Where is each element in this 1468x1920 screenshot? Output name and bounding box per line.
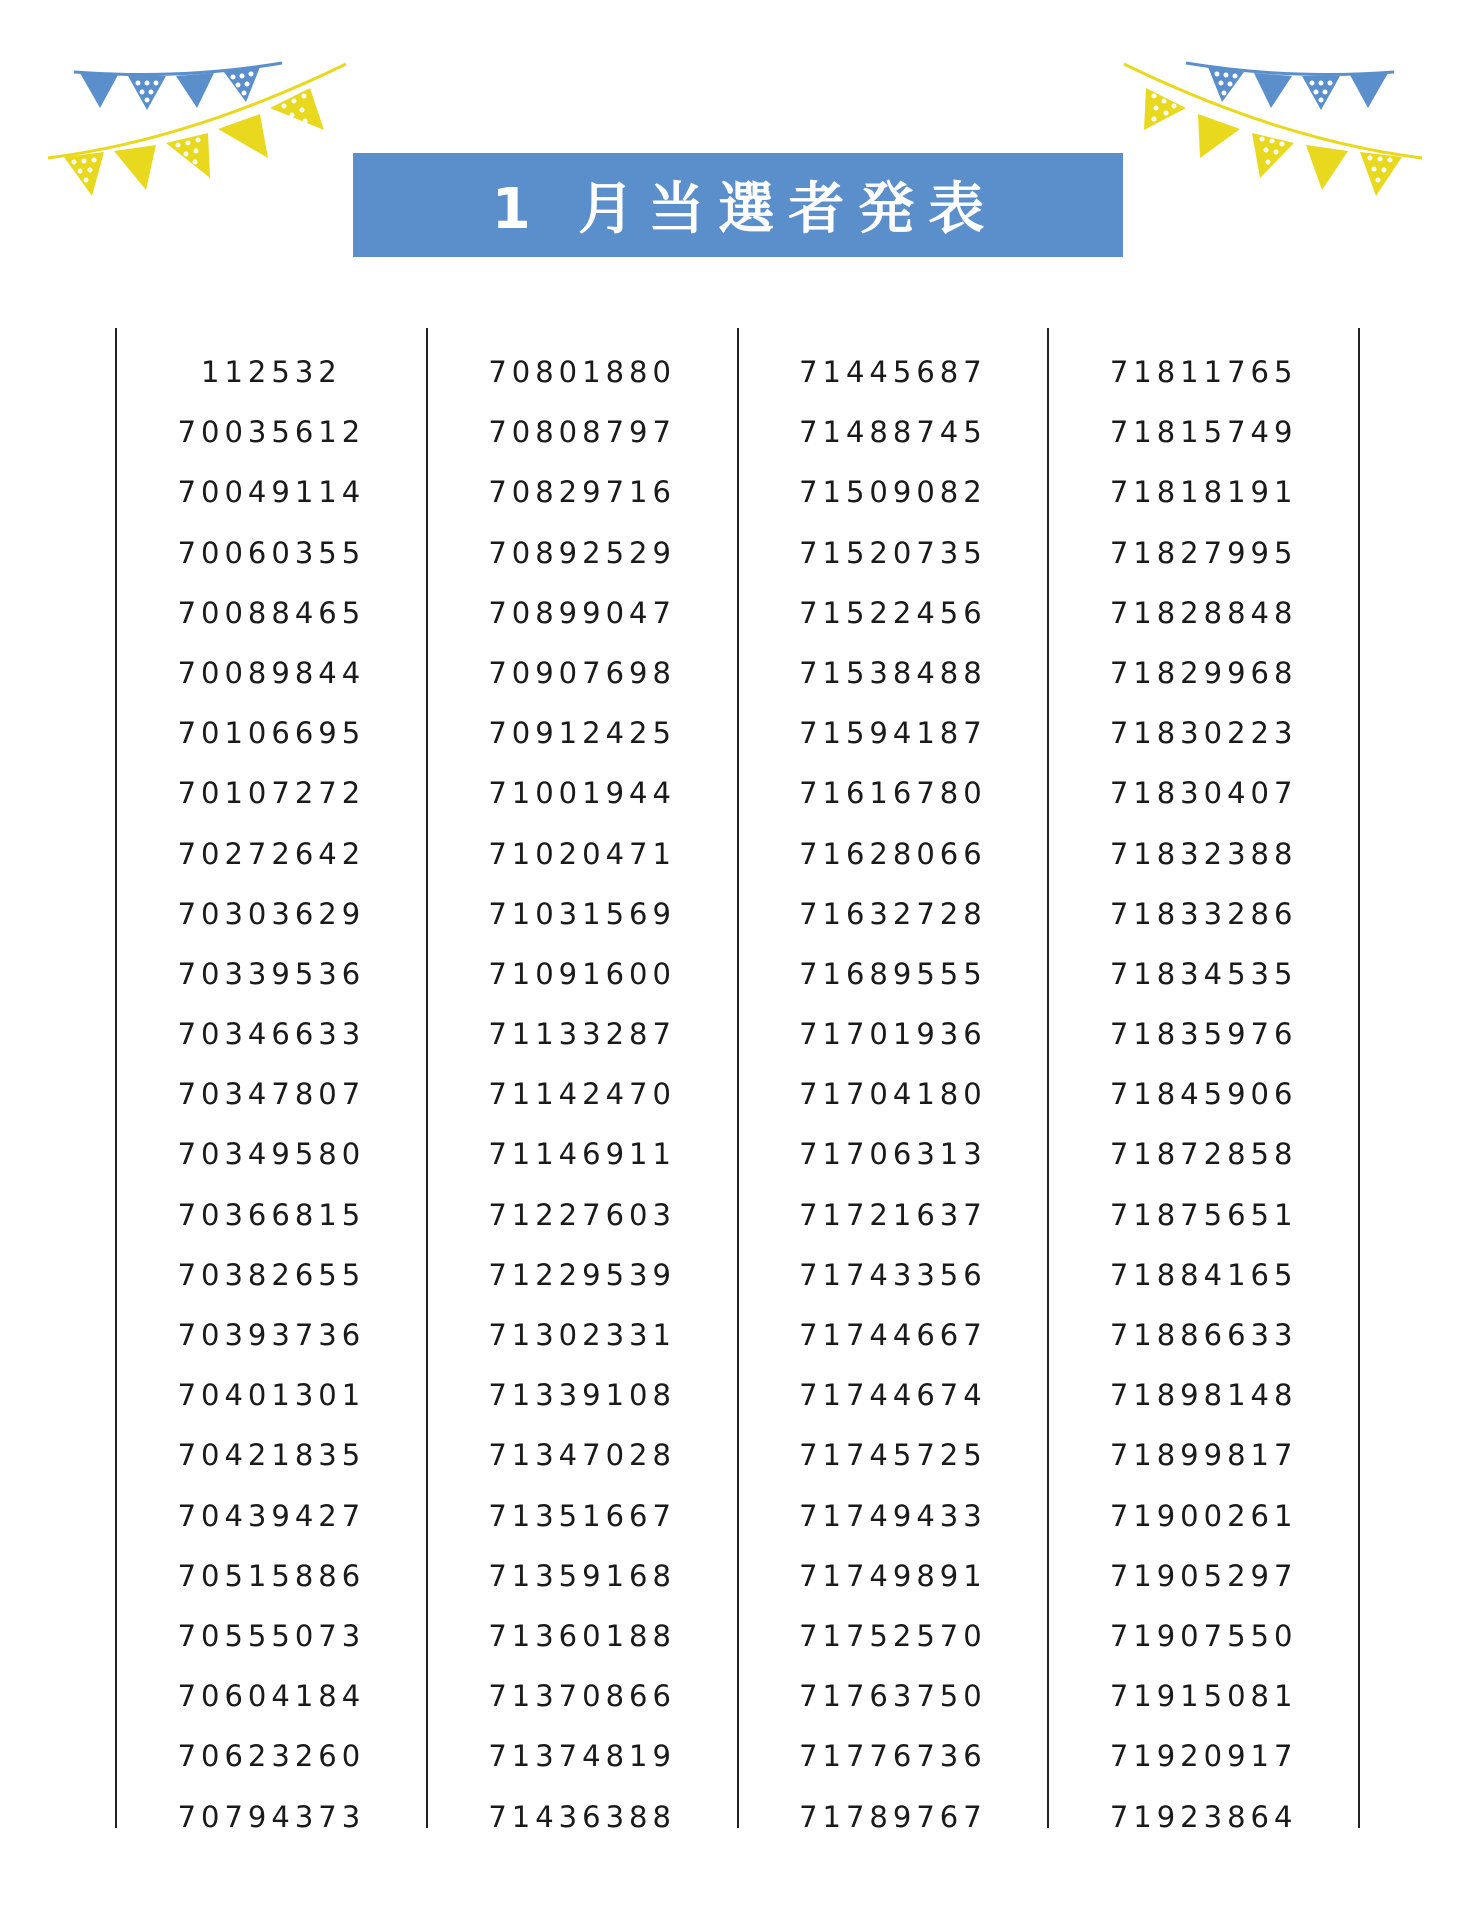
winner-number: 71789767 bbox=[799, 1799, 987, 1834]
winner-number: 71351667 bbox=[488, 1498, 676, 1533]
winner-number: 71899817 bbox=[1109, 1438, 1298, 1473]
winner-number: 71370866 bbox=[488, 1679, 676, 1714]
number-column bbox=[739, 328, 1048, 1834]
winner-number: 70439427 bbox=[177, 1498, 366, 1533]
winner-number: 71436388 bbox=[488, 1799, 676, 1834]
winner-number: 70346633 bbox=[177, 1017, 366, 1052]
winner-number: 71776736 bbox=[799, 1739, 987, 1774]
winner-number: 71374819 bbox=[488, 1739, 676, 1774]
winner-number: 71923864 bbox=[1109, 1799, 1298, 1834]
winner-number: 71829968 bbox=[1109, 655, 1298, 690]
winner-number: 71520735 bbox=[799, 535, 987, 570]
bunting-right-decoration bbox=[1110, 0, 1430, 230]
number-column bbox=[428, 328, 737, 1834]
winner-number: 70892529 bbox=[488, 535, 676, 570]
winner-number: 71522456 bbox=[799, 595, 987, 630]
winner-number: 71689555 bbox=[799, 956, 987, 991]
winner-number: 70899047 bbox=[488, 595, 676, 630]
winner-number: 70089844 bbox=[177, 655, 366, 690]
page-title: 1 月当選者発表 bbox=[491, 177, 999, 242]
winner-number: 70907698 bbox=[488, 655, 676, 690]
winner-number: 70808797 bbox=[488, 415, 676, 450]
winner-number: 71594187 bbox=[799, 716, 987, 751]
winner-number: 70382655 bbox=[177, 1257, 366, 1292]
winner-number: 71001944 bbox=[488, 776, 676, 811]
winner-number: 70515886 bbox=[177, 1558, 366, 1593]
winner-number: 70912425 bbox=[488, 716, 676, 751]
winner-number: 71828848 bbox=[1109, 595, 1298, 630]
winner-number-grid bbox=[115, 328, 1360, 1834]
winner-number: 71872858 bbox=[1109, 1137, 1298, 1172]
winner-number: 70401301 bbox=[177, 1378, 366, 1413]
winner-number: 71845906 bbox=[1109, 1077, 1298, 1112]
winner-number: 71875651 bbox=[1109, 1197, 1298, 1232]
winner-number: 112532 bbox=[201, 355, 342, 389]
winner-number: 71146911 bbox=[488, 1137, 676, 1172]
winner-number: 70339536 bbox=[177, 956, 366, 991]
winner-number: 70801880 bbox=[488, 355, 676, 389]
winner-number: 70107272 bbox=[177, 776, 366, 811]
winner-number: 71227603 bbox=[488, 1197, 676, 1232]
winner-number: 71745725 bbox=[799, 1438, 987, 1473]
winner-number: 71091600 bbox=[488, 956, 676, 991]
winner-number: 71359168 bbox=[488, 1558, 676, 1593]
winner-number: 70421835 bbox=[177, 1438, 366, 1473]
winner-number: 71827995 bbox=[1109, 535, 1298, 570]
winner-number: 71628066 bbox=[799, 836, 987, 871]
winner-number: 71818191 bbox=[1109, 475, 1298, 510]
winner-number: 70604184 bbox=[177, 1679, 366, 1714]
number-column bbox=[117, 328, 426, 1834]
winner-number: 71835976 bbox=[1109, 1017, 1298, 1052]
winner-number: 70794373 bbox=[177, 1799, 366, 1834]
winner-number: 70049114 bbox=[177, 475, 366, 510]
winner-number: 71834535 bbox=[1109, 956, 1298, 991]
winner-number: 71704180 bbox=[799, 1077, 987, 1112]
winner-number: 71020471 bbox=[488, 836, 676, 871]
winner-number: 71744674 bbox=[799, 1378, 987, 1413]
winner-number: 71744667 bbox=[799, 1318, 987, 1352]
winner-number: 70272642 bbox=[177, 836, 366, 871]
winner-number: 71347028 bbox=[488, 1438, 676, 1473]
winner-number: 70555073 bbox=[177, 1618, 366, 1653]
winner-number: 71616780 bbox=[799, 776, 987, 811]
winner-number: 70088465 bbox=[177, 595, 366, 630]
winner-number: 71538488 bbox=[799, 655, 987, 690]
winner-number: 70106695 bbox=[177, 716, 366, 751]
winner-number: 71360188 bbox=[488, 1618, 676, 1653]
winner-number: 71832388 bbox=[1109, 836, 1298, 871]
winner-number: 70366815 bbox=[177, 1197, 366, 1232]
winner-number: 71920917 bbox=[1109, 1739, 1298, 1774]
winner-number: 71884165 bbox=[1109, 1257, 1298, 1292]
winner-number: 71445687 bbox=[799, 355, 987, 389]
winner-number: 71509082 bbox=[799, 475, 987, 510]
winner-number: 71886633 bbox=[1109, 1318, 1298, 1352]
winner-number: 71229539 bbox=[488, 1257, 676, 1292]
winner-number: 71830407 bbox=[1109, 776, 1298, 811]
winner-number: 71811765 bbox=[1109, 355, 1298, 389]
winner-number: 70393736 bbox=[177, 1318, 366, 1352]
winner-number: 71905297 bbox=[1109, 1558, 1298, 1593]
title-banner bbox=[353, 153, 1123, 257]
winner-number: 71763750 bbox=[799, 1679, 987, 1714]
winner-number: 71749891 bbox=[799, 1558, 987, 1593]
winner-number: 71907550 bbox=[1109, 1618, 1298, 1653]
winner-number: 71339108 bbox=[488, 1378, 676, 1413]
winner-number: 71900261 bbox=[1109, 1498, 1298, 1533]
winner-number: 70829716 bbox=[488, 475, 676, 510]
winner-number: 71898148 bbox=[1109, 1378, 1298, 1413]
winner-number: 70347807 bbox=[177, 1077, 366, 1112]
winner-number: 71133287 bbox=[488, 1017, 676, 1052]
winner-number: 71721637 bbox=[799, 1197, 987, 1232]
number-column bbox=[1049, 328, 1358, 1834]
winner-number: 70623260 bbox=[177, 1739, 366, 1774]
winner-number: 71815749 bbox=[1109, 415, 1298, 450]
winner-number: 71302331 bbox=[488, 1318, 676, 1352]
winner-number: 71142470 bbox=[488, 1077, 676, 1112]
winner-number: 70349580 bbox=[177, 1137, 366, 1172]
winner-number: 70303629 bbox=[177, 896, 366, 931]
winner-number: 71749433 bbox=[799, 1498, 987, 1533]
winner-number: 71706313 bbox=[799, 1137, 987, 1172]
winner-number: 71830223 bbox=[1109, 716, 1298, 751]
winner-number: 71833286 bbox=[1109, 896, 1298, 931]
column-divider bbox=[1358, 328, 1360, 1828]
winner-number: 71743356 bbox=[799, 1257, 987, 1292]
winner-number: 71632728 bbox=[799, 896, 987, 931]
winner-number: 70035612 bbox=[177, 415, 366, 450]
winner-number: 71701936 bbox=[799, 1017, 987, 1052]
winner-number: 71915081 bbox=[1109, 1679, 1298, 1714]
bunting-left-decoration bbox=[40, 0, 360, 230]
winner-number: 71488745 bbox=[799, 415, 987, 450]
winner-number: 70060355 bbox=[177, 535, 366, 570]
winner-number: 71031569 bbox=[488, 896, 676, 931]
winner-number: 71752570 bbox=[799, 1618, 987, 1653]
